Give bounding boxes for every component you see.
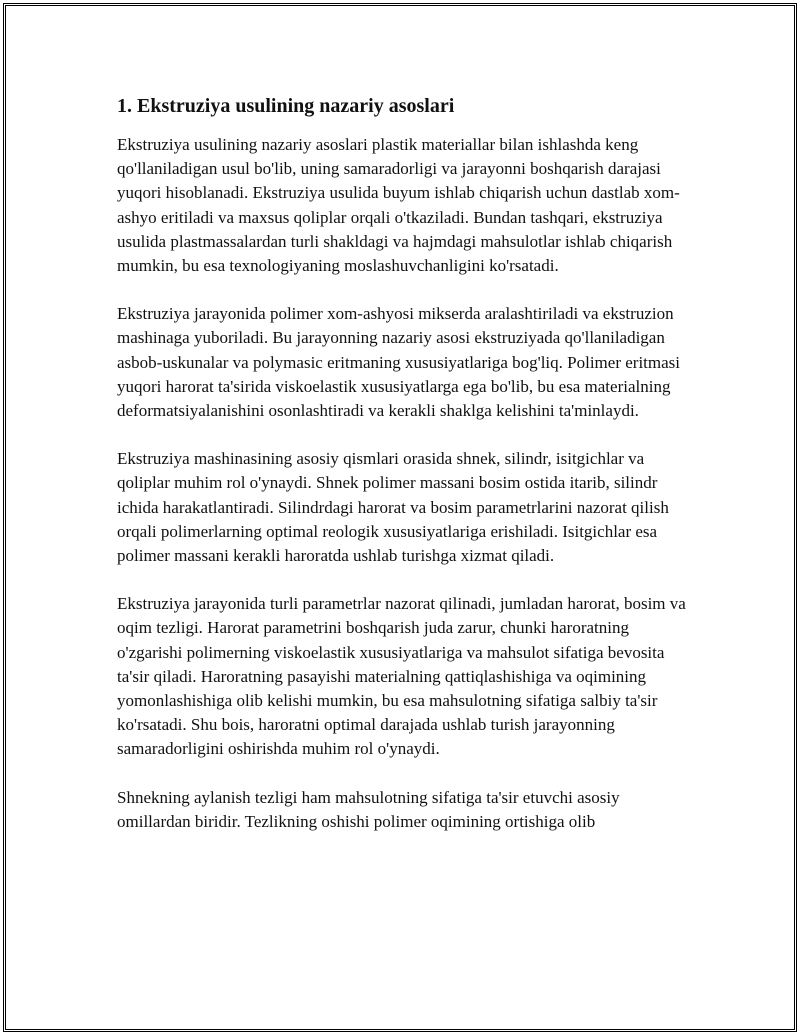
paragraph-2: Ekstruziya jarayonida polimer xom-ashyosi mikserda aralashtiriladi va ekstruzion mashinaga yuboriladi. Bu jarayonning nazariy asosi ekstruziyada qo'llaniladigan asbob-uskunalar va polymasic eritmaning xususiyatlariga bog'liq. Polimer eritmasi yuqori harorat ta'sirida viskoelastik xususiyatlarga ega bo'lib, bu esa materialning deformatsiyalanishini osonlashtiradi va kerakli shaklga kelishini ta'minlaydi.	[117, 304, 681, 421]
paragraph-5: Shnekning aylanish tezligi ham mahsulotning sifatiga ta'sir etuvchi asosiy omillardan biridir. Tezlikning oshishi polimer oqimining ortishiga olib	[117, 787, 620, 831]
paragraph-3: Ekstruziya mashinasining asosiy qismlari orasida shnek, silindr, isitgichlar va qoliplar muhim rol o'ynaydi. Shnek polimer massani bosim ostida itarib, silindr ichida harakatlantiradi. Silindrdagi harorat va bosim parametrlarini nazorat qilish orqali polimerlarning optimal reologik xususiyatlariga erishiladi. Isitgichlar esa polimer massani kerakli haroratda ushlab turishga xizmat qiladi.	[117, 449, 669, 566]
paragraph-1: Ekstruziya usulining nazariy asoslari plastik materiallar bilan ishlashda keng qo'llaniladigan usul bo'lib, uning samaradorligi va jarayonni boshqarish darajasi yuqori hisoblanadi. Ekstruziya usulida buyum ishlab chiqarish uchun dastlab xom-ashyo eritiladi va maxsus qoliplar orqali o'tkaziladi. Bundan tashqari, ekstruziya usulida plastmassalardan turli shakldagi va hajmdagi mahsulotlar ishlab chiqarish mumkin, bu esa texnologiyaning moslashuvchanligini ko'rsatadi.	[117, 135, 680, 276]
document-body	[117, 92, 687, 858]
paragraph-4: Ekstruziya jarayonida turli parametrlar nazorat qilinadi, jumladan harorat, bosim va oqim tezligi. Harorat parametrini boshqarish juda zarur, chunki haroratning o'zgarishi polimerning viskoelastik xususiyatlariga va mahsulot sifatiga bevosita ta'sir qiladi. Haroratning pasayishi materialning qattiqlashishiga va oqimining yomonlashishiga olib kelishi mumkin, bu esa mahsulotning sifatiga salbiy ta'sir ko'rsatadi. Shu bois, haroratni optimal darajada ushlab turish jarayonning samaradorligini oshirishda muhim rol o'ynaydi.	[117, 594, 686, 759]
section-title: 1. Ekstruziya usulining nazariy asoslari	[117, 95, 455, 117]
